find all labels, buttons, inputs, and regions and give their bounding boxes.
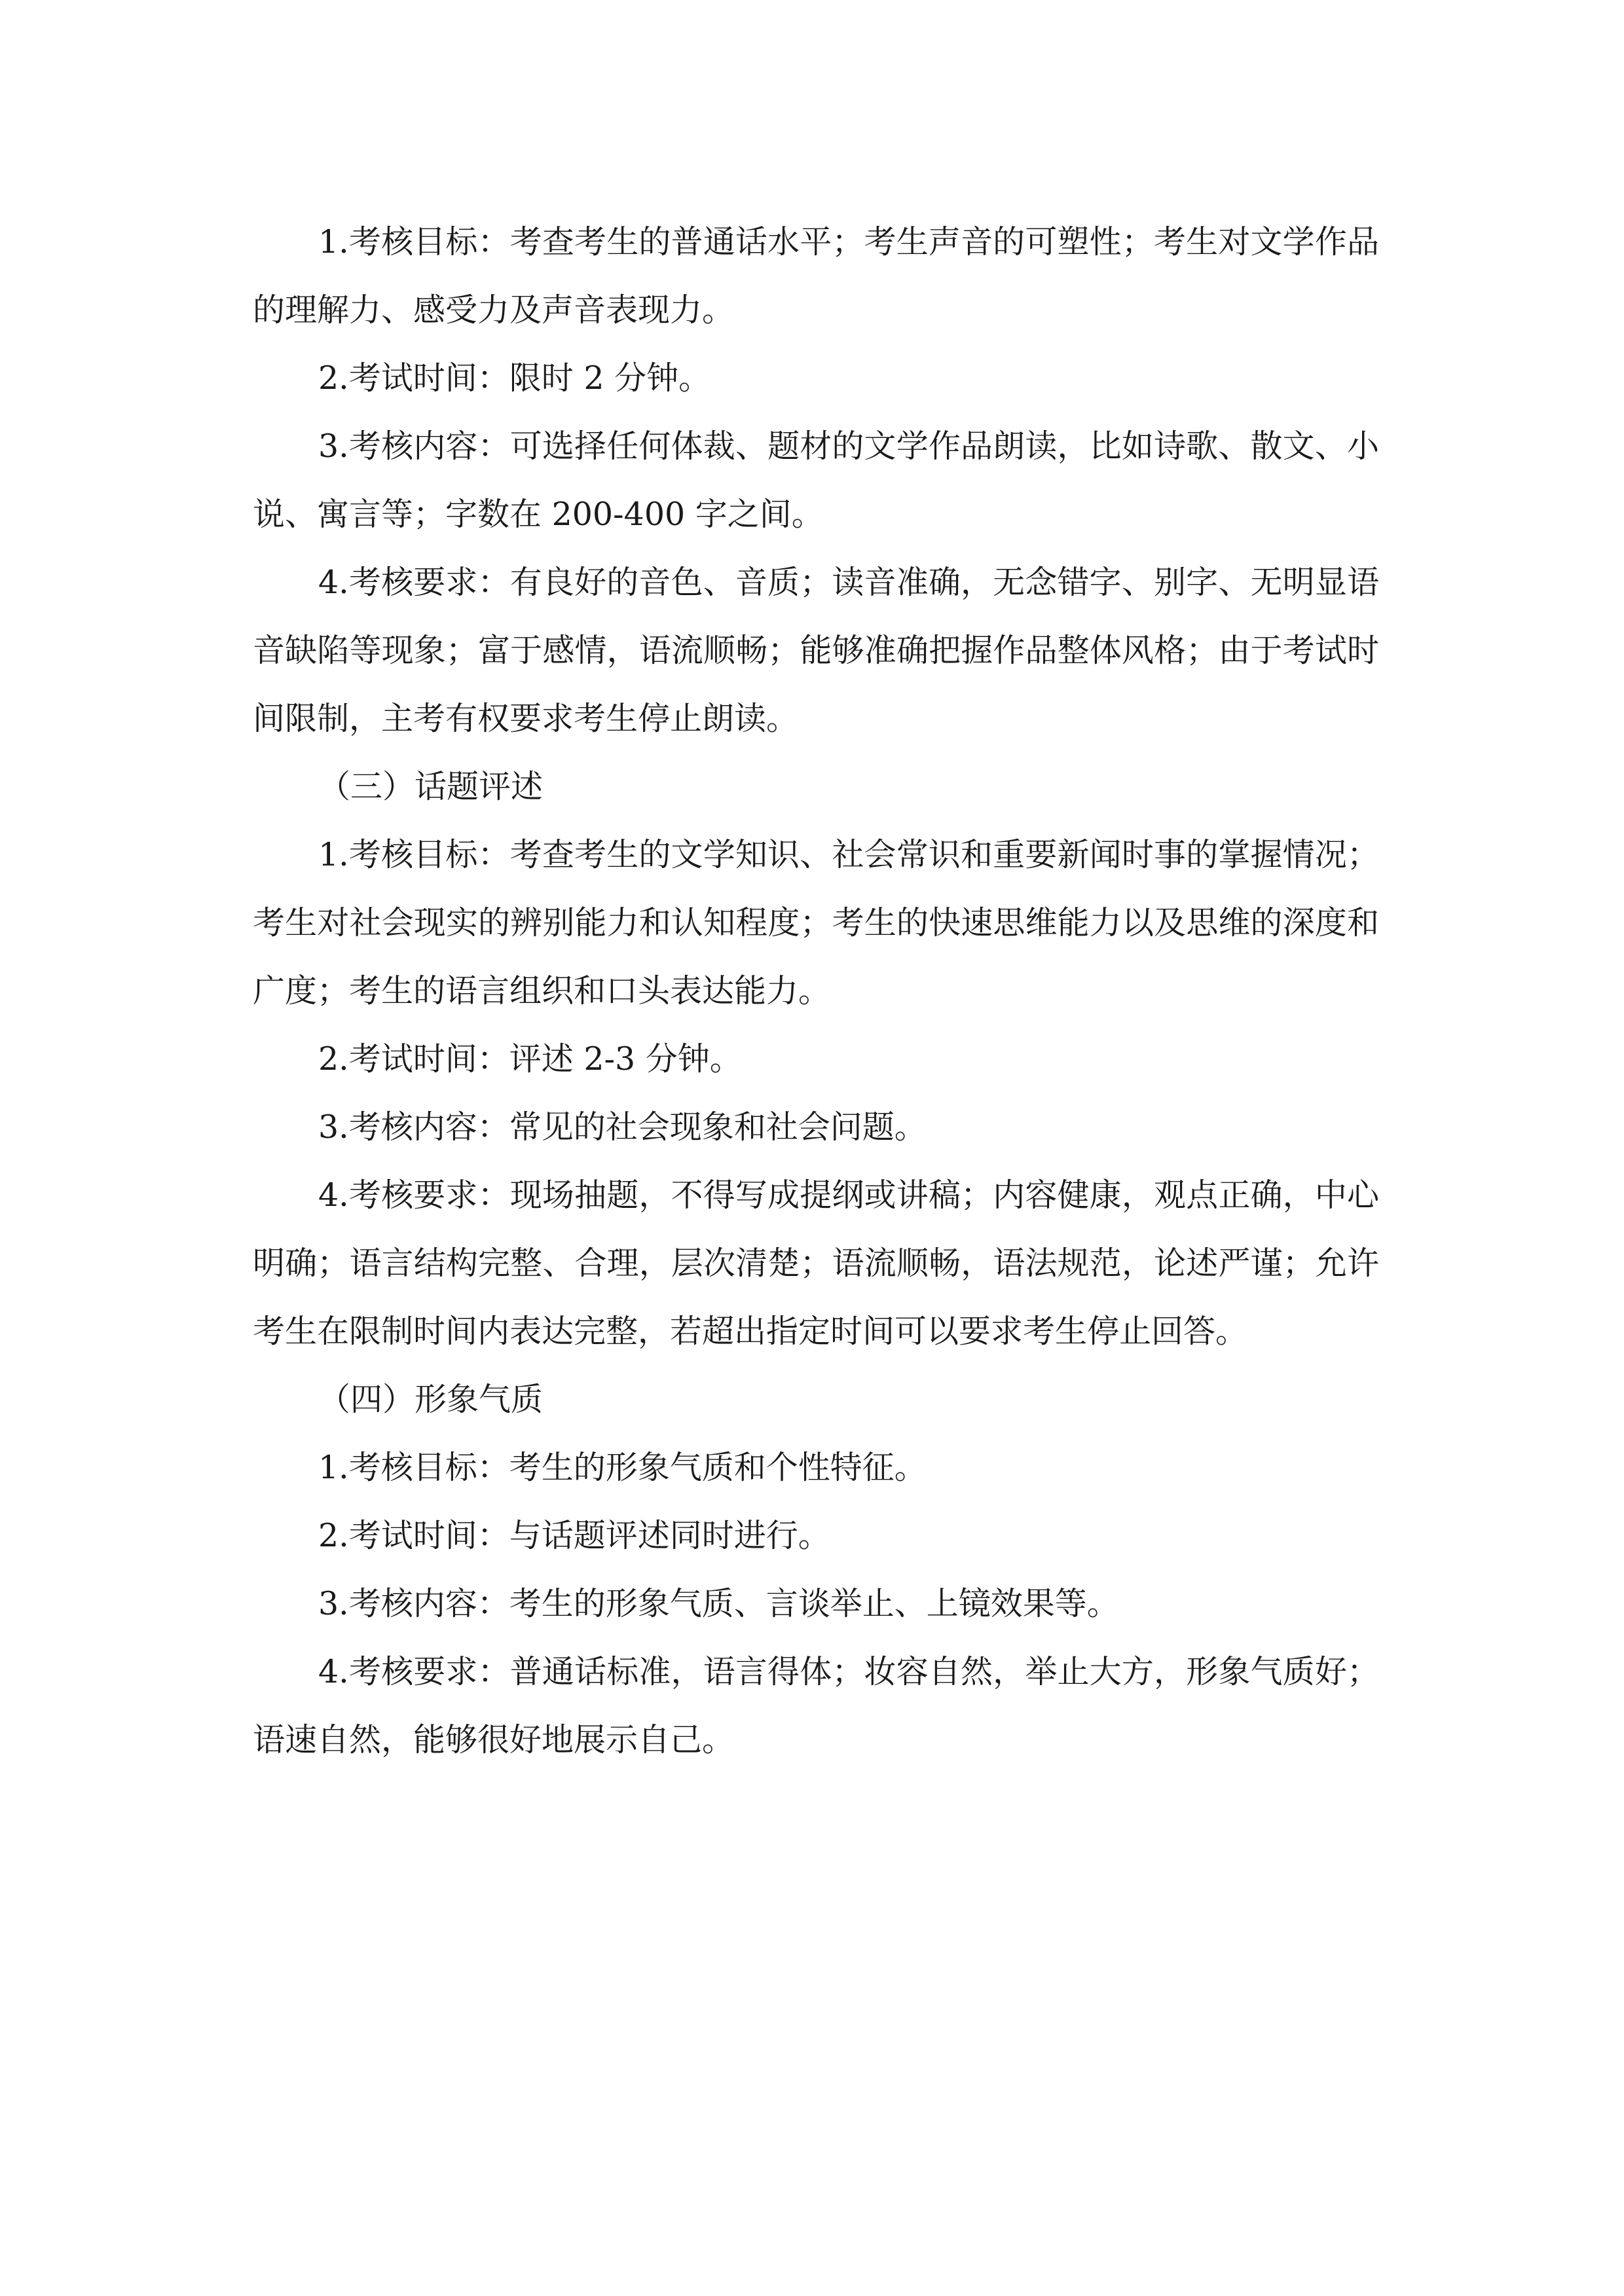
- paragraph-11: 1.考核目标：考生的形象气质和个性特征。: [318, 1449, 927, 1486]
- paragraph-1: 1.考核目标：考查考生的普通话水平；考生声音的可塑性；考生对文学作品的理解力、感受力及声音表现力。: [253, 223, 1379, 329]
- paragraph-7: 2.考试时间：评述 2-3 分钟。: [318, 1040, 742, 1078]
- section-heading-topic-commentary: （三）话题评述: [318, 768, 544, 805]
- paragraph-6: 1.考核目标：考查考生的文学知识、社会常识和重要新闻时事的掌握情况；考生对社会现实的辨别能力和认知程度；考生的快速思维能力以及思维的深度和广度；考生的语言组织和口头表达能力。: [253, 836, 1379, 1010]
- section-heading-image-temperament: （四）形象气质: [318, 1381, 544, 1418]
- paragraph-3: 3.考核内容：可选择任何体裁、题材的文学作品朗读，比如诗歌、散文、小说、寓言等；字数在 200-400 字之间。: [253, 428, 1379, 533]
- document-body: [253, 208, 1379, 1774]
- paragraph-9: 4.考核要求：现场抽题，不得写成提纲或讲稿；内容健康，观点正确，中心明确；语言结构完整、合理，层次清楚；语流顺畅，语法规范，论述严谨；允许考生在限制时间内表达完整，若超出指定时间可以要求考生停止回答。: [253, 1176, 1379, 1350]
- paragraph-14: 4.考核要求：普通话标准，语言得体；妆容自然，举止大方，形象气质好；语速自然，能够很好地展示自己。: [253, 1653, 1379, 1758]
- paragraph-8: 3.考核内容：常见的社会现象和社会问题。: [318, 1108, 927, 1146]
- paragraph-2: 2.考试时间：限时 2 分钟。: [318, 359, 711, 397]
- paragraph-4: 4.考核要求：有良好的音色、音质；读音准确，无念错字、别字、无明显语音缺陷等现象；富于感情，语流顺畅；能够准确把握作品整体风格；由于考试时间限制，主考有权要求考生停止朗读。: [253, 564, 1379, 737]
- paragraph-13: 3.考核内容：考生的形象气质、言谈举止、上镜效果等。: [318, 1585, 1119, 1622]
- paragraph-12: 2.考试时间：与话题评述同时进行。: [318, 1517, 830, 1554]
